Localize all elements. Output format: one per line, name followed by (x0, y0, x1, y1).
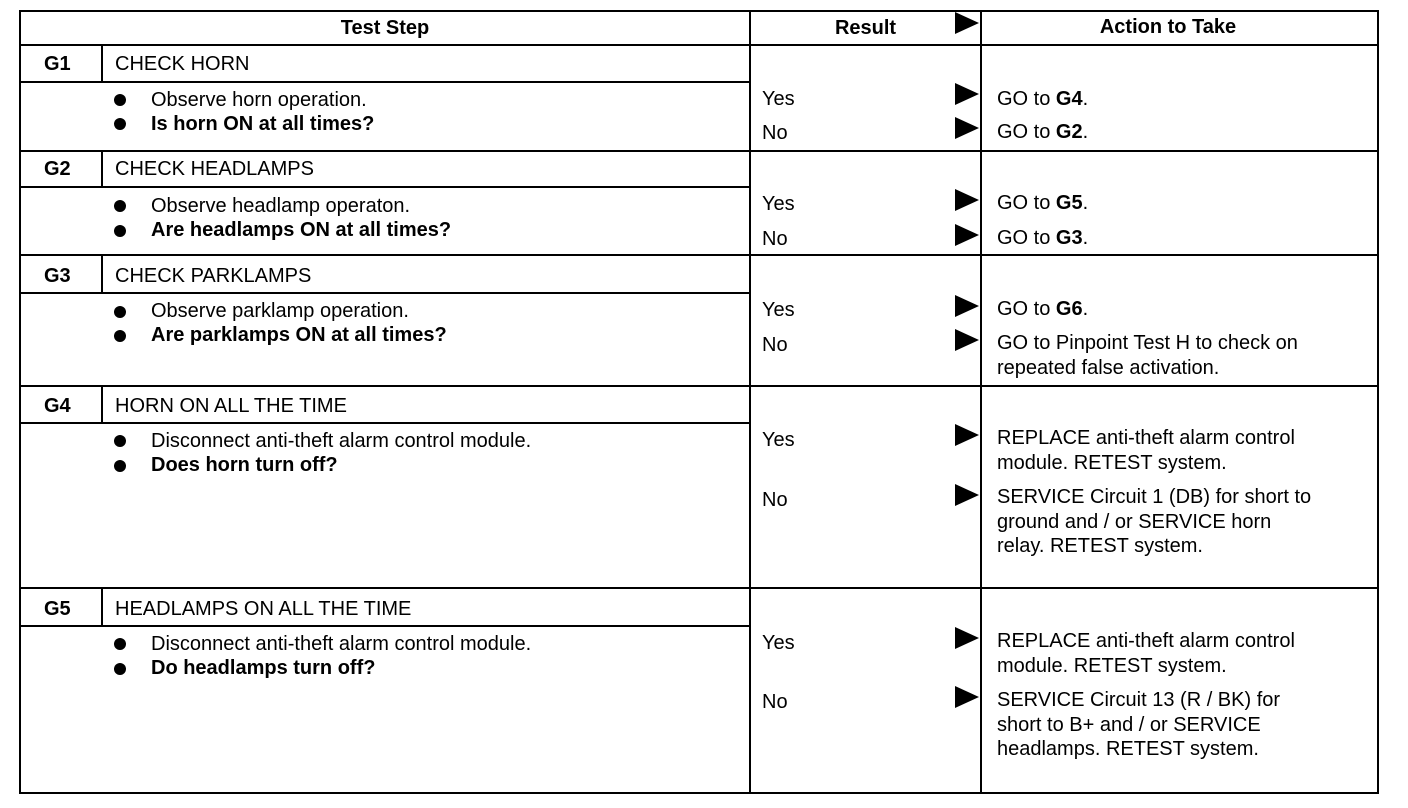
result-yes: Yes (762, 193, 795, 215)
step-question: Is horn ON at all times? (151, 113, 375, 135)
bullet-icon (114, 306, 126, 318)
action-line: repeated false activation. (997, 356, 1220, 379)
header-test-step: Test Step (340, 17, 430, 39)
arrow-right-icon (955, 295, 979, 317)
bullet-icon (114, 435, 126, 447)
step-question: Does horn turn off? (151, 454, 338, 476)
table-border-bottom (19, 792, 1379, 794)
step-question: Are headlamps ON at all times? (151, 219, 452, 241)
arrow-right-icon (955, 329, 979, 351)
step-title-underline (19, 422, 751, 424)
bullet-icon (114, 225, 126, 237)
step-divider (19, 254, 1379, 256)
action-yes (997, 426, 1295, 475)
header-divider (19, 44, 1379, 46)
table-border-right (1377, 10, 1379, 794)
table-border-left (19, 10, 21, 794)
action-line: module. RETEST system. (997, 654, 1227, 677)
arrow-right-icon (955, 424, 979, 446)
result-yes: Yes (762, 632, 795, 654)
action-line: SERVICE Circuit 1 (DB) for short to (997, 486, 1312, 508)
arrow-right-icon (955, 189, 979, 211)
step-question: Are parklamps ON at all times? (151, 324, 447, 346)
step-title-underline (19, 625, 751, 627)
arrow-right-icon (955, 224, 979, 246)
action-line: REPLACE anti-theft alarm control (997, 630, 1295, 652)
step-divider (19, 587, 1379, 589)
bullet-icon (114, 663, 126, 675)
step-id: G5 (44, 598, 71, 620)
result-no: No (762, 691, 788, 713)
column-divider-result (749, 10, 751, 794)
result-no: No (762, 489, 788, 511)
step-bullet: Observe horn operation. (151, 89, 367, 111)
result-yes: Yes (762, 299, 795, 321)
action-line: module. RETEST system. (997, 451, 1227, 474)
step-id: G1 (44, 53, 71, 75)
action-line: ground and / or SERVICE horn (997, 510, 1272, 533)
action-no (997, 688, 1280, 762)
action-line: GO to Pinpoint Test H to check on (997, 332, 1298, 354)
result-yes: Yes (762, 429, 795, 451)
action-yes: GO to G4. (997, 88, 1089, 110)
action-yes (997, 629, 1295, 678)
step-id-divider (101, 44, 103, 81)
step-title: CHECK PARKLAMPS (115, 265, 312, 287)
step-bullet: Observe parklamp operation. (151, 300, 409, 322)
bullet-icon (114, 200, 126, 212)
step-title: HORN ON ALL THE TIME (115, 395, 347, 417)
step-divider (19, 150, 1379, 152)
step-bullet: Disconnect anti-theft alarm control module. (151, 633, 532, 655)
result-yes: Yes (762, 88, 795, 110)
step-title: HEADLAMPS ON ALL THE TIME (115, 598, 412, 620)
bullet-icon (114, 638, 126, 650)
action-line: short to B+ and / or SERVICE (997, 713, 1261, 736)
step-title-underline (19, 186, 751, 188)
step-id: G4 (44, 395, 71, 417)
bullet-icon (114, 118, 126, 130)
step-bullet: Observe headlamp operaton. (151, 195, 411, 217)
step-title-underline (19, 292, 751, 294)
column-divider-action (980, 10, 982, 794)
result-no: No (762, 228, 788, 250)
arrow-right-icon (955, 627, 979, 649)
step-bullet: Disconnect anti-theft alarm control module. (151, 430, 532, 452)
step-title-underline (19, 81, 751, 83)
step-id-divider (101, 254, 103, 292)
step-divider (19, 385, 1379, 387)
bullet-icon (114, 460, 126, 472)
action-yes: GO to G6. (997, 298, 1089, 320)
step-id-divider (101, 150, 103, 187)
header-action: Action to Take (1099, 16, 1237, 38)
bullet-icon (114, 94, 126, 106)
step-title: CHECK HORN (115, 53, 250, 75)
step-title: CHECK HEADLAMPS (115, 158, 314, 180)
result-no: No (762, 122, 788, 144)
arrow-right-icon (955, 83, 979, 105)
bullet-icon (114, 330, 126, 342)
step-id: G3 (44, 265, 71, 287)
step-question: Do headlamps turn off? (151, 657, 376, 679)
action-no: GO to G2. (997, 121, 1089, 143)
action-yes: GO to G5. (997, 192, 1089, 214)
arrow-right-icon (955, 484, 979, 506)
action-line: headlamps. RETEST system. (997, 738, 1259, 760)
header-result: Result (834, 17, 897, 39)
action-line: relay. RETEST system. (997, 535, 1203, 557)
action-line: REPLACE anti-theft alarm control (997, 427, 1295, 449)
arrow-right-icon (955, 686, 979, 708)
step-id: G2 (44, 158, 71, 180)
step-id-divider (101, 385, 103, 423)
action-no (997, 331, 1298, 380)
arrow-right-icon (955, 117, 979, 139)
step-id-divider (101, 587, 103, 625)
action-no (997, 485, 1311, 559)
header-arrow-icon (955, 12, 979, 34)
action-line: SERVICE Circuit 13 (R / BK) for (997, 689, 1281, 711)
action-no: GO to G3. (997, 227, 1089, 249)
result-no: No (762, 334, 788, 356)
table-border-top (19, 10, 1379, 12)
